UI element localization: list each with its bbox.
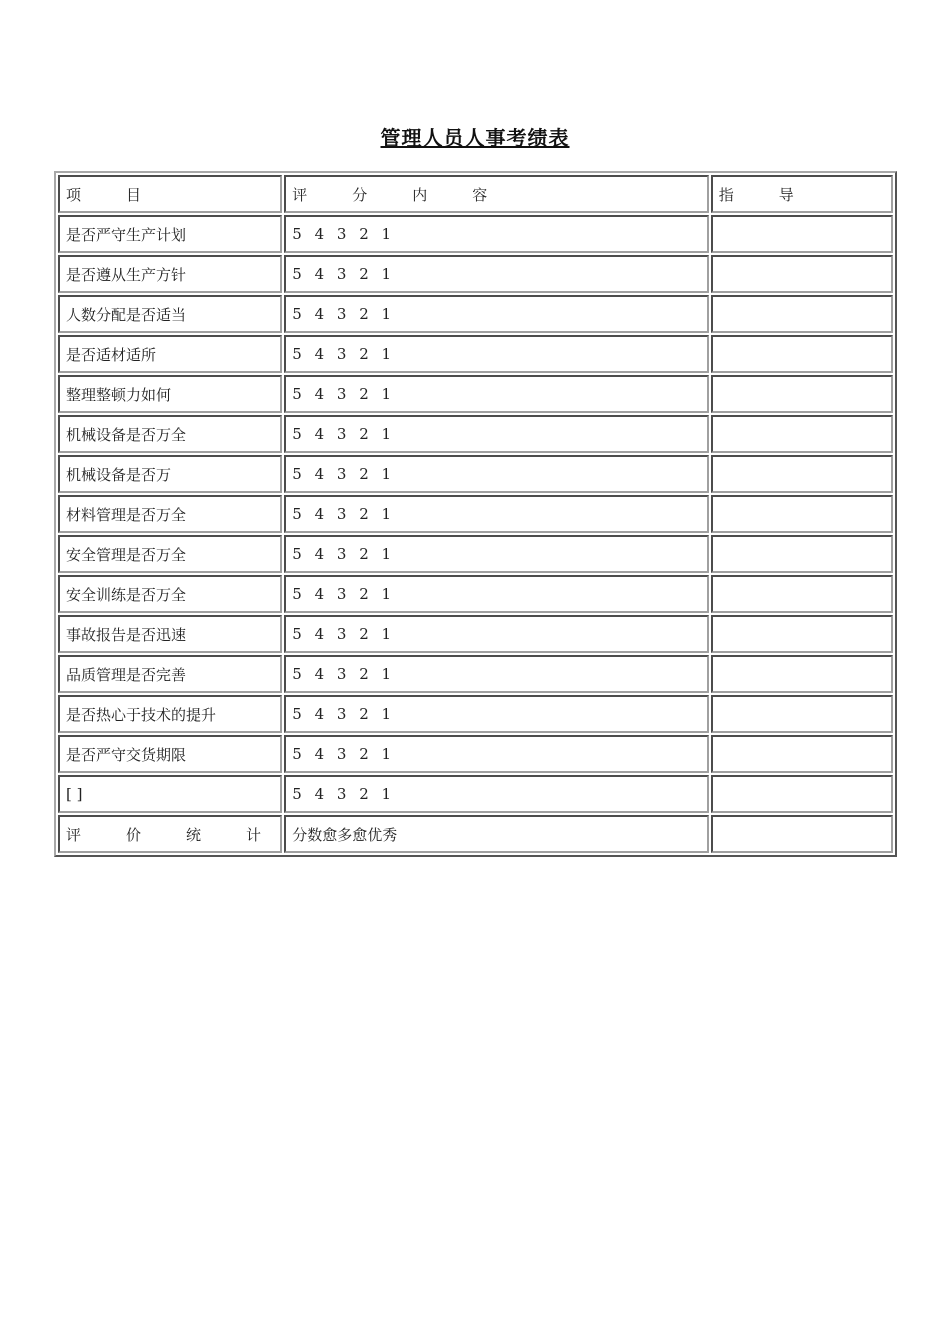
item-cell: 机械设备是否万 (58, 455, 282, 493)
item-cell: 安全管理是否万全 (58, 535, 282, 573)
item-cell: 是否热心于技术的提升 (58, 695, 282, 733)
table-row (58, 575, 893, 613)
guide-cell[interactable] (711, 615, 893, 653)
score-cell: 5 4 3 2 1 (284, 575, 709, 613)
table-row (58, 615, 893, 653)
table-row (58, 335, 893, 373)
guide-cell[interactable] (711, 415, 893, 453)
table-row (58, 295, 893, 333)
table-row (58, 735, 893, 773)
table-row (58, 655, 893, 693)
table-row (58, 215, 893, 253)
table-row (58, 495, 893, 533)
score-cell: 5 4 3 2 1 (284, 295, 709, 333)
guide-cell[interactable] (711, 375, 893, 413)
item-cell: 是否适材适所 (58, 335, 282, 373)
guide-cell[interactable] (711, 215, 893, 253)
item-cell: 是否严守生产计划 (58, 215, 282, 253)
score-cell: 5 4 3 2 1 (284, 215, 709, 253)
table-row (58, 375, 893, 413)
score-cell: 5 4 3 2 1 (284, 415, 709, 453)
item-cell: 是否严守交货期限 (58, 735, 282, 773)
score-cell: 5 4 3 2 1 (284, 775, 709, 813)
item-cell: 人数分配是否适当 (58, 295, 282, 333)
score-cell: 5 4 3 2 1 (284, 655, 709, 693)
item-cell: 材料管理是否万全 (58, 495, 282, 533)
footer-guide-cell[interactable] (711, 815, 893, 853)
guide-cell[interactable] (711, 495, 893, 533)
guide-cell[interactable] (711, 535, 893, 573)
guide-cell[interactable] (711, 295, 893, 333)
guide-cell[interactable] (711, 655, 893, 693)
item-cell: 安全训练是否万全 (58, 575, 282, 613)
guide-cell[interactable] (711, 735, 893, 773)
item-cell: 事故报告是否迅速 (58, 615, 282, 653)
score-cell: 5 4 3 2 1 (284, 495, 709, 533)
score-cell: 5 4 3 2 1 (284, 335, 709, 373)
guide-cell[interactable] (711, 695, 893, 733)
header-item-cell: 项 目 (58, 175, 282, 213)
item-cell: 整理整顿力如何 (58, 375, 282, 413)
table-row (58, 415, 893, 453)
score-cell: 5 4 3 2 1 (284, 615, 709, 653)
score-cell: 5 4 3 2 1 (284, 535, 709, 573)
header-row (58, 175, 893, 213)
guide-cell[interactable] (711, 335, 893, 373)
score-cell: 5 4 3 2 1 (284, 375, 709, 413)
score-cell: 5 4 3 2 1 (284, 255, 709, 293)
guide-cell[interactable] (711, 775, 893, 813)
table-row (58, 775, 893, 813)
header-guide-cell: 指 导 (711, 175, 893, 213)
item-cell: [ ] (58, 775, 282, 813)
table-row (58, 255, 893, 293)
guide-cell[interactable] (711, 575, 893, 613)
table-row (58, 535, 893, 573)
header-content-cell: 评 分 内 容 (284, 175, 709, 213)
score-cell: 5 4 3 2 1 (284, 455, 709, 493)
item-cell: 机械设备是否万全 (58, 415, 282, 453)
guide-cell[interactable] (711, 255, 893, 293)
footer-content-cell: 分数愈多愈优秀 (284, 815, 709, 853)
footer-row (58, 815, 893, 853)
page-title: 管理人员人事考绩表 (380, 126, 570, 150)
item-cell: 是否遵从生产方针 (58, 255, 282, 293)
footer-item-cell: 评 价 统 计 (58, 815, 282, 853)
score-cell: 5 4 3 2 1 (284, 735, 709, 773)
item-cell: 品质管理是否完善 (58, 655, 282, 693)
table-row (58, 455, 893, 493)
table-row (58, 695, 893, 733)
evaluation-table (54, 171, 897, 857)
guide-cell[interactable] (711, 455, 893, 493)
score-cell: 5 4 3 2 1 (284, 695, 709, 733)
